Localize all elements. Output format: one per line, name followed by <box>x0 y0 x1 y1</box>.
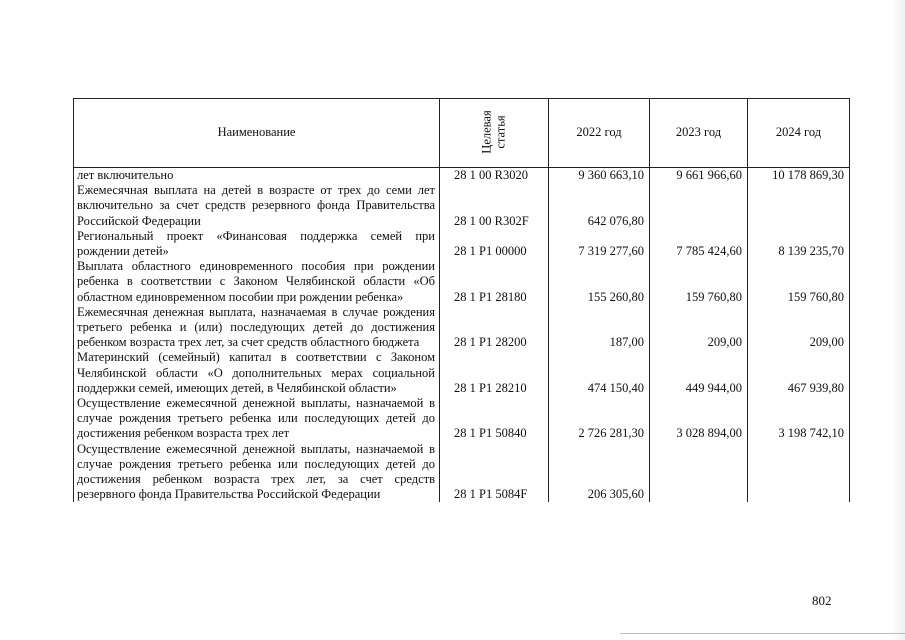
budget-table <box>73 98 850 502</box>
row-2022: 206 305,60 <box>549 442 650 503</box>
row-2022: 474 150,40 <box>549 350 650 396</box>
row-2024: 3 198 742,10 <box>748 396 850 442</box>
row-2023: 3 028 894,00 <box>650 396 748 442</box>
row-name: Осуществление ежемесячной денежной выплаты, назначаемой в случае рождения третьего ребенка или последующих детей до достижения ребенком возраста трех лет <box>74 396 440 442</box>
table-row <box>74 442 850 503</box>
row-name: Региональный проект «Финансовая поддержка семей при рождении детей» <box>74 229 440 259</box>
table-row <box>74 305 850 351</box>
header-name: Наименование <box>74 99 440 168</box>
table-row <box>74 396 850 442</box>
row-2023 <box>650 183 748 229</box>
row-code: 28 1 P1 5084F <box>440 442 549 503</box>
header-code-vertical: Целевая статья <box>480 110 508 155</box>
row-code: 28 1 P1 28180 <box>440 259 549 305</box>
row-2024: 159 760,80 <box>748 259 850 305</box>
row-2022: 642 076,80 <box>549 183 650 229</box>
page-number: 802 <box>812 593 832 608</box>
row-2024 <box>748 183 850 229</box>
row-2023 <box>650 442 748 503</box>
row-2024 <box>748 442 850 503</box>
row-code: 28 1 00 R3020 <box>440 168 549 184</box>
header-2024: 2024 год <box>748 99 850 168</box>
row-2023: 159 760,80 <box>650 259 748 305</box>
header-2022: 2022 год <box>549 99 650 168</box>
row-2023: 7 785 424,60 <box>650 229 748 259</box>
row-name: Осуществление ежемесячной денежной выплаты, назначаемой в случае рождения третьего ребенка или последующих детей до достижения ребенком возраста трех лет, за счет средств резервного фонда Правительства Российской Федерации <box>74 442 440 503</box>
table-row <box>74 259 850 305</box>
table-row <box>74 183 850 229</box>
row-2024: 8 139 235,70 <box>748 229 850 259</box>
header-2023: 2023 год <box>650 99 748 168</box>
row-2022: 187,00 <box>549 305 650 351</box>
row-2024: 209,00 <box>748 305 850 351</box>
row-2022: 7 319 277,60 <box>549 229 650 259</box>
row-code: 28 1 P1 28200 <box>440 305 549 351</box>
table-row <box>74 229 850 259</box>
row-2022: 2 726 281,30 <box>549 396 650 442</box>
table-row <box>74 168 850 184</box>
row-name: Ежемесячная выплата на детей в возрасте от трех до семи лет включительно за счет средств резервного фонда Правительства Российской Федерации <box>74 183 440 229</box>
row-code: 28 1 00 R302F <box>440 183 549 229</box>
row-2023: 209,00 <box>650 305 748 351</box>
row-code: 28 1 P1 28210 <box>440 350 549 396</box>
row-2023: 449 944,00 <box>650 350 748 396</box>
row-2022: 155 260,80 <box>549 259 650 305</box>
row-2022: 9 360 663,10 <box>549 168 650 184</box>
row-2024: 467 939,80 <box>748 350 850 396</box>
row-code: 28 1 P1 00000 <box>440 229 549 259</box>
row-2023: 9 661 966,60 <box>650 168 748 184</box>
scan-bottom-line <box>620 633 905 634</box>
row-name: Ежемесячная денежная выплата, назначаемая в случае рождения третьего ребенка и (или) последующих детей до достижения ребенком возраста трех лет, за счет средств областного бюджета <box>74 305 440 351</box>
row-2024: 10 178 869,30 <box>748 168 850 184</box>
table-header <box>74 99 850 168</box>
row-name: Выплата областного единовременного пособия при рождении ребенка в соответствии с Законом Челябинской области «Об областном единовременном пособии при рождении ребенка» <box>74 259 440 305</box>
header-code <box>440 99 549 168</box>
row-name: лет включительно <box>74 168 440 184</box>
row-name: Материнский (семейный) капитал в соответствии с Законом Челябинской области «О дополнительных мерах социальной поддержки семей, имеющих детей, в Челябинской области» <box>74 350 440 396</box>
table-row <box>74 350 850 396</box>
page-edge-shadow <box>891 0 905 640</box>
row-code: 28 1 P1 50840 <box>440 396 549 442</box>
